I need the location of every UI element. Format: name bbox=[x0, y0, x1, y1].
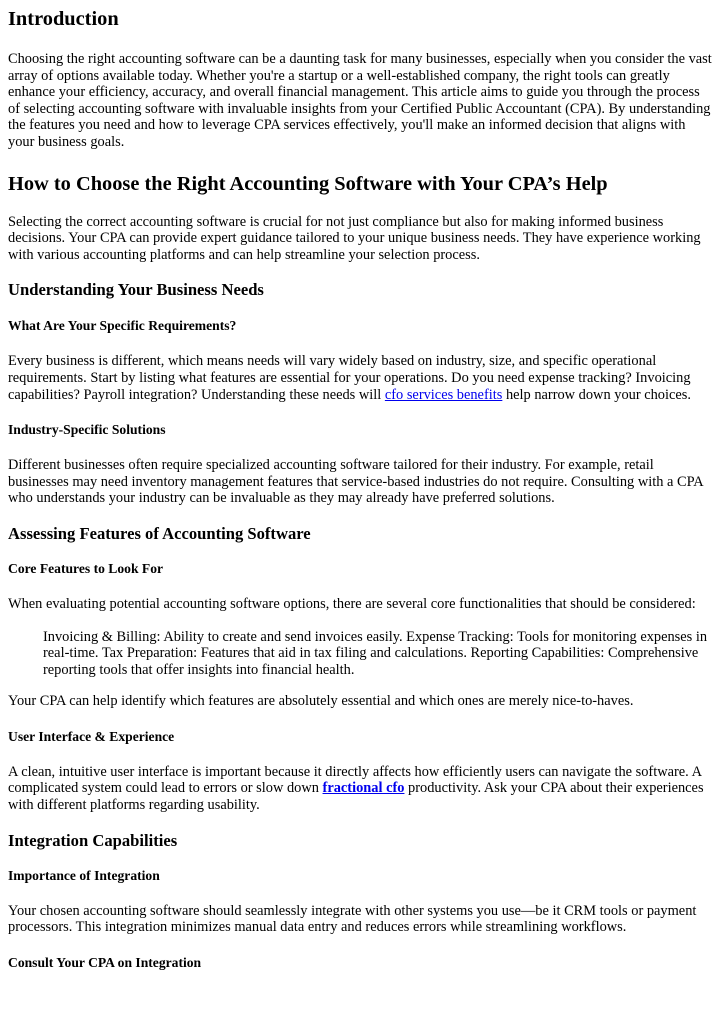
ui-paragraph bbox=[8, 764, 712, 814]
requirements-text-after: help narrow down your choices. bbox=[502, 386, 691, 403]
importance-paragraph: Your chosen accounting software should seamlessly integrate with other systems you use—be it CRM tools or payment processors. This integration minimizes manual data entry and reduces errors while streamlining workflows. bbox=[8, 902, 697, 936]
industry-heading: Industry-Specific Solutions bbox=[8, 422, 166, 438]
ui-text-before: A clean, intuitive user interface is important because it directly affects how efficiently users can navigate the software. A complicated system could lead to errors or slow down bbox=[8, 763, 702, 797]
business-needs-heading: Understanding Your Business Needs bbox=[8, 280, 264, 300]
main-heading: How to Choose the Right Accounting Software with Your CPA’s Help bbox=[8, 172, 608, 195]
core-features-after-list: Your CPA can help identify which features are absolutely essential and which ones are merely nice-to-haves. bbox=[8, 693, 634, 710]
consult-heading: Consult Your CPA on Integration bbox=[8, 954, 202, 970]
features-heading: Assessing Features of Accounting Software bbox=[8, 523, 311, 543]
integration-heading: Integration Capabilities bbox=[8, 830, 178, 850]
core-features-paragraph: When evaluating potential accounting software options, there are several core functionalities that should be considered: bbox=[8, 595, 696, 612]
ui-text-after: productivity. Ask your CPA about their experiences with different platforms regarding usability. bbox=[8, 780, 704, 814]
importance-heading: Importance of Integration bbox=[8, 867, 160, 883]
main-paragraph: Selecting the correct accounting software is crucial for not just compliance but also for making informed business decisions. Your CPA can provide expert guidance tailored to your unique business needs. They have experience working with various accounting platforms and can help streamline your selection process. bbox=[8, 213, 701, 263]
ui-heading: User Interface & Experience bbox=[8, 728, 175, 744]
requirements-paragraph bbox=[8, 353, 712, 403]
requirements-heading: What Are Your Specific Requirements? bbox=[8, 318, 237, 334]
intro-paragraph: Choosing the right accounting software can be a daunting task for many businesses, especially when you consider the vast array of options available today. Whether you're a startup or a well-established company, the right tools can greatly enhance your efficiency, accuracy, and overall financial management. This article aims to guide you through the process of selecting accounting software with invaluable insights from your Certified Public Accountant (CPA). By understanding the features you need and how to leverage CPA services effectively, you'll make an informed decision that aligns with your business goals. bbox=[8, 51, 712, 150]
core-features-list: Invoicing & Billing: Ability to create and send invoices easily. Expense Tracking: Tools for monitoring expenses in real-time. Tax Preparation: Features that aid in tax filing and calculations. Reporting Capabilities: Comprehensive reporting tools that offer insights into financial health. bbox=[43, 628, 708, 678]
requirements-text-before: Every business is different, which means needs will vary widely based on industry, size, and specific operational requirements. Start by listing what features are essential for your operations. Do you need expense tracking? Invoicing capabilities? Payroll integration? Understanding these needs will bbox=[8, 353, 691, 403]
industry-paragraph: Different businesses often require specialized accounting software tailored for their industry. For example, retail businesses may need inventory management features that service-based industries do not require. Consulting with a CPA who understands your industry can be invaluable as they may already have preferred solutions. bbox=[8, 457, 703, 507]
fractional-cfo-link[interactable]: fractional cfo bbox=[322, 780, 405, 797]
article bbox=[0, 7, 720, 971]
intro-heading: Introduction bbox=[8, 8, 119, 30]
core-features-heading: Core Features to Look For bbox=[8, 560, 164, 576]
cfo-services-benefits-link[interactable]: cfo services benefits bbox=[384, 386, 503, 403]
